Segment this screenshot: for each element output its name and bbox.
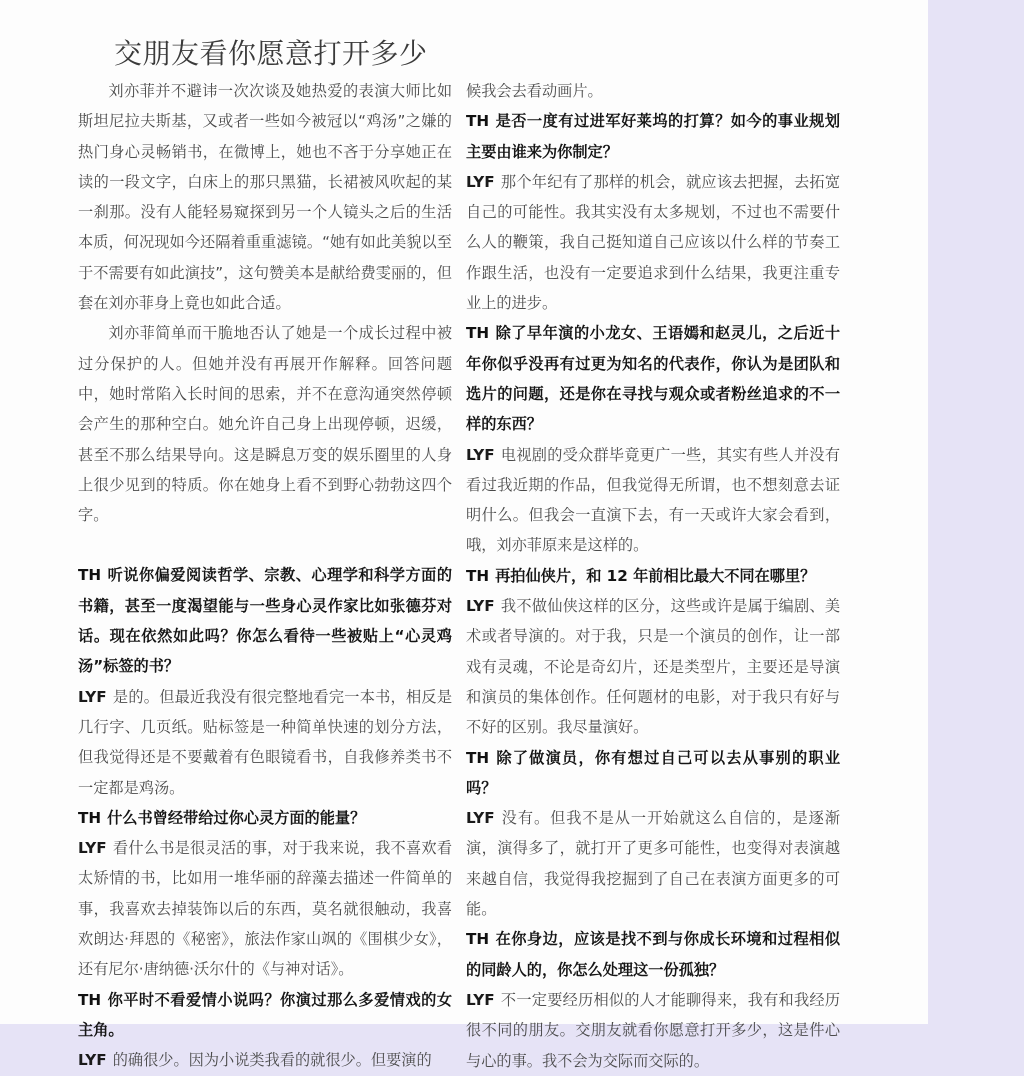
question-text: 听说你偏爱阅读哲学、宗教、心理学和科学方面的书籍，甚至一度渴望能与一些身心灵作家比如张德芬对话。现在依然如此吗？你怎么看待一些被贴上“心灵鸡汤”标签的书？ bbox=[78, 566, 452, 676]
speaker-label: TH bbox=[466, 748, 490, 767]
speaker-label: TH bbox=[78, 808, 102, 827]
question-text: 你平时不看爱情小说吗？你演过那么多爱情戏的女主角。 bbox=[78, 990, 452, 1039]
answer bbox=[466, 167, 840, 318]
answer-text: 那个年纪有了那样的机会，就应该去把握，去拓宽自己的可能性。我其实没有太多规划，不过也不需要什么人的鞭策，我自己挺知道自己应该以什么样的节奏工作跟生活，也没有一定要追求到什么结果，我更注重专业上的进步。 bbox=[466, 172, 840, 313]
question-text: 再拍仙侠片，和 12 年前相比最大不同在哪里？ bbox=[495, 566, 816, 585]
answer bbox=[466, 591, 840, 742]
answer-text: 是的。但最近我没有很完整地看完一本书，相反是几行字、几页纸。贴标签是一种简单快速的划分方法，但我觉得还是不要戴着有色眼镜看书，自我修养类书不一定都是鸡汤。 bbox=[78, 687, 452, 797]
section-gap bbox=[78, 530, 452, 560]
answer-text: 电视剧的受众群毕竟更广一些，其实有些人并没有看过我近期的作品，但我觉得无所谓，也不想刻意去证明什么。但我会一直演下去，有一天或许大家会看到，哦，刘亦菲原来是这样的。 bbox=[466, 445, 840, 555]
speaker-label: TH bbox=[466, 930, 490, 949]
answer-text: 看什么书是很灵活的事，对于我来说，我不喜欢看太矫情的书，比如用一堆华丽的辞藻去描述一件简单的事，我喜欢去掉装饰以后的东西，莫名就很触动，我喜欢朗达·拜恩的《秘密》，旅法作家山飒的《围棋少女》，还有尼尔·唐纳德·沃尔什的《与神对话》。 bbox=[78, 839, 452, 979]
speaker-label: LYF bbox=[466, 445, 495, 464]
answer-text: 的确很少。因为小说类我看的就很少。但要演的 bbox=[112, 1051, 432, 1070]
speaker-label: TH bbox=[78, 990, 102, 1009]
continuation-text: 候我会去看动画片。 bbox=[466, 82, 603, 100]
question bbox=[466, 561, 840, 591]
intro-paragraph-2: 刘亦菲简单而干脆地否认了她是一个成长过程中被过分保护的人。但她并没有再展开作解释。回答问题中，她时常陷入长时间的思索，并不在意沟通突然停顿会产生的那种空白。她允许自己身上出现停顿，迟缓，甚至不那么结果导向。这是瞬息万变的娱乐圈里的人身上很少见到的特质。你在她身上看不到野心勃勃这四个字。 bbox=[78, 324, 452, 525]
question bbox=[78, 985, 452, 1046]
speaker-label: LYF bbox=[466, 172, 495, 191]
speaker-label: LYF bbox=[78, 687, 107, 706]
speaker-label: LYF bbox=[466, 809, 495, 828]
question bbox=[466, 924, 840, 985]
question bbox=[466, 106, 840, 167]
speaker-label: TH bbox=[466, 112, 490, 131]
answer bbox=[466, 440, 840, 561]
question bbox=[78, 560, 452, 681]
speaker-label: LYF bbox=[466, 990, 495, 1009]
question-text: 是否一度有过进军好莱坞的打算？如今的事业规划主要由谁来为你制定？ bbox=[466, 112, 840, 161]
answer-text: 不一定要经历相似的人才能聊得来，我有和我经历很不同的朋友。交朋友就看你愿意打开多少，这是件心与心的事。我不会为交际而交际的。 bbox=[466, 990, 840, 1070]
answer-text: 没有。但我不是从一开始就这么自信的，是逐渐演，演得多了，就打开了更多可能性，也变得对表演越来越自信，我觉得我挖掘到了自己在表演方面更多的可能。 bbox=[466, 809, 840, 919]
answer bbox=[466, 803, 840, 924]
answer bbox=[466, 985, 840, 1076]
speaker-label: LYF bbox=[78, 1051, 107, 1070]
question bbox=[466, 318, 840, 439]
question-text: 在你身边，应该是找不到与你成长环境和过程相似的同龄人的，你怎么处理这一份孤独？ bbox=[466, 930, 840, 979]
right-column bbox=[466, 76, 840, 1076]
question-text: 什么书曾经带给过你心灵方面的能量？ bbox=[107, 808, 366, 827]
scan-margin bbox=[928, 0, 1024, 1024]
speaker-label: LYF bbox=[466, 597, 495, 616]
answer bbox=[78, 1045, 452, 1075]
question bbox=[78, 803, 452, 833]
left-column bbox=[78, 76, 452, 1076]
speaker-label: TH bbox=[466, 566, 490, 585]
question bbox=[466, 743, 840, 804]
question-text: 除了早年演的小龙女、王语嫣和赵灵儿，之后近十年你似乎没再有过更为知名的代表作，你认为是团队和选片的问题，还是你在寻找与观众或者粉丝追求的不一样的东西？ bbox=[466, 324, 840, 434]
answer bbox=[78, 682, 452, 803]
speaker-label: LYF bbox=[78, 839, 107, 858]
answer bbox=[78, 833, 452, 984]
question-text: 除了做演员，你有想过自己可以去从事别的职业吗？ bbox=[466, 748, 840, 797]
intro-paragraph-1: 刘亦菲并不避讳一次次谈及她热爱的表演大师比如斯坦尼拉夫斯基，又或者一些如今被冠以“鸡汤”之嫌的热门身心灵畅销书，在微博上，她也不吝于分享她正在读的一段文字，白床上的那只黑猫，长裙被风吹起的某一刹那。没有人能轻易窥探到另一个人镜头之后的生活本质，何况现如今还隔着重重滤镜。“她有如此美貌以至于不需要有如此演技”，这句赞美本是献给费雯丽的，但套在刘亦菲身上竟也如此合适。 bbox=[78, 82, 452, 313]
speaker-label: TH bbox=[78, 566, 102, 585]
article-title: 交朋友看你愿意打开多少 bbox=[114, 37, 428, 70]
speaker-label: TH bbox=[466, 324, 490, 343]
answer-text: 我不做仙侠这样的区分，这些或许是属于编剧、美术或者导演的。对于我，只是一个演员的创作，让一部戏有灵魂，不论是奇幻片，还是类型片，主要还是导演和演员的集体创作。任何题材的电影，对于我只有好与不好的区别。我尽量演好。 bbox=[466, 597, 840, 737]
